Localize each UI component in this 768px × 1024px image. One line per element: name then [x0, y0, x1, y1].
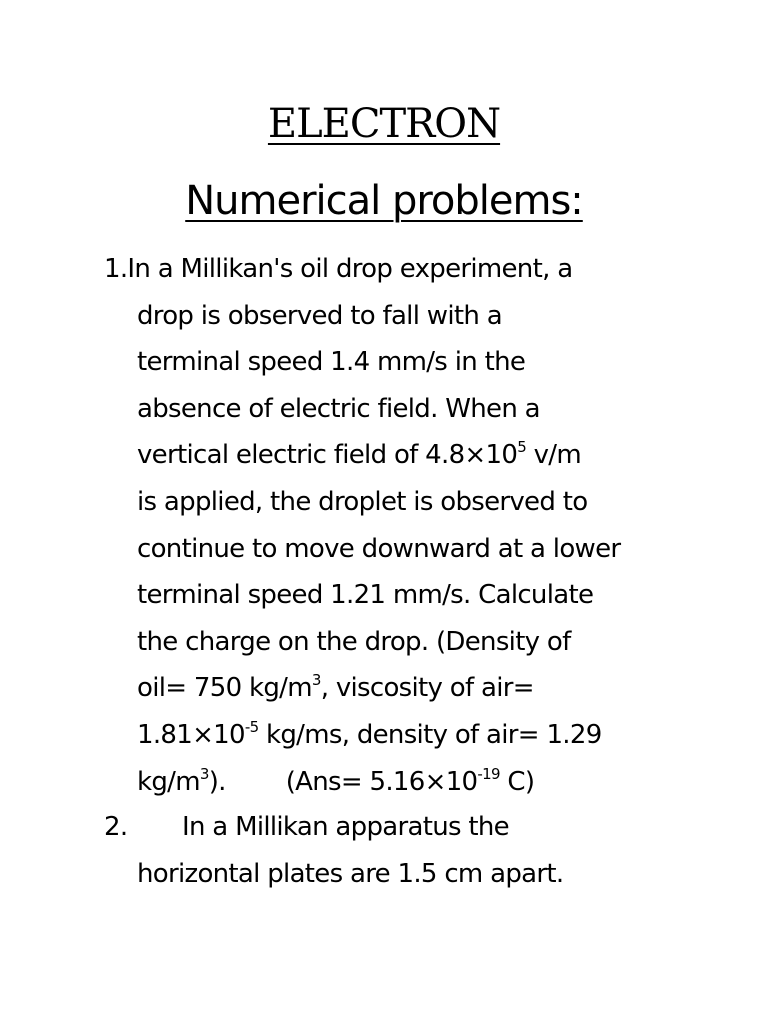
superscript: 3: [199, 764, 209, 783]
page-title: ELECTRON: [267, 101, 501, 147]
superscript: 3: [311, 671, 321, 690]
line-text: ).: [208, 766, 226, 797]
problem-line: terminal speed 1.4 mm/s in the: [137, 347, 526, 378]
problem-2: [104, 804, 764, 897]
answer: [285, 764, 535, 797]
superscript: 5: [517, 438, 527, 457]
problem-line: [104, 665, 764, 712]
line-text: kg/ms, density of air= 1.29: [258, 719, 602, 750]
section-heading: Numerical problems:: [185, 178, 583, 224]
problem-line: [104, 246, 764, 293]
line-text: kg/m: [137, 766, 200, 797]
line-text: v/m: [526, 440, 581, 471]
problem-line: [104, 712, 764, 759]
problem-1: [104, 246, 764, 805]
superscript: -19: [477, 764, 500, 783]
problem-line: the charge on the drop. (Density of: [137, 626, 571, 657]
line-text: vertical electric field of 4.8×10: [137, 440, 518, 471]
problem-line: continue to move downward at a lower: [137, 533, 621, 564]
problem-text: In a Millikan apparatus the: [182, 812, 509, 842]
superscript: -5: [244, 717, 259, 736]
line-text: , viscosity of air=: [320, 673, 534, 704]
line-text: (Ans= 5.16×10: [285, 766, 478, 797]
problem-line: [104, 759, 764, 806]
line-text: 1.81×10: [137, 719, 245, 750]
line-text: oil= 750 kg/m: [137, 673, 312, 704]
problem-number: 1.: [104, 254, 128, 284]
problem-line: drop is observed to fall with a: [137, 300, 502, 331]
line-text: C): [499, 766, 535, 797]
problem-number: 2.: [104, 812, 128, 842]
problem-line: terminal speed 1.21 mm/s. Calculate: [137, 580, 594, 611]
problem-line: [104, 432, 764, 479]
problem-text: In a Millikan's oil drop experiment, a: [127, 254, 573, 284]
problem-line: horizontal plates are 1.5 cm apart.: [137, 858, 564, 889]
problem-line: [104, 804, 764, 851]
problem-line: is applied, the droplet is observed to: [137, 486, 588, 517]
problem-line: absence of electric field. When a: [137, 393, 540, 424]
